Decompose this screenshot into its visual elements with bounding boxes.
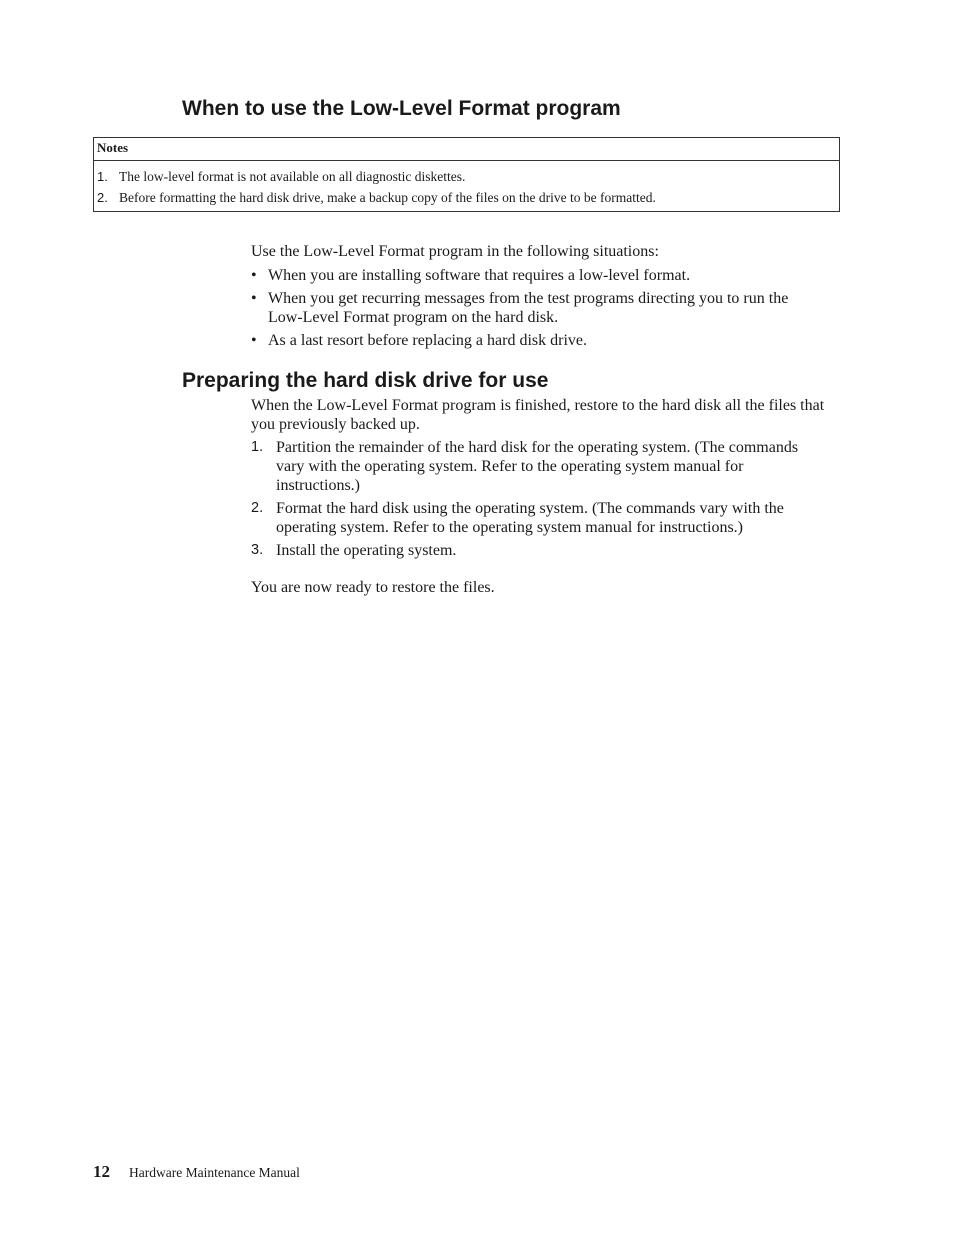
note-item <box>94 187 839 208</box>
notes-title: Notes <box>94 138 839 161</box>
step-number: 2. <box>251 500 264 516</box>
note-number: 1. <box>97 169 108 184</box>
step-number: 1. <box>251 439 264 455</box>
notes-box <box>93 137 840 212</box>
preparing-intro: When the Low-Level Format program is finished, restore to the hard disk all the files that you previously backed up. <box>251 397 825 433</box>
step-text: Partition the remainder of the hard disk for the operating system. (The commands vary with the operating system. Refer to the operating system manual for instructions.) <box>276 439 799 494</box>
section-heading-low-level-format: When to use the Low-Level Format program <box>182 97 621 120</box>
section-heading-preparing-drive: Preparing the hard disk drive for use <box>182 369 549 392</box>
note-text: The low-level format is not available on all diagnostic diskettes. <box>119 169 466 184</box>
bullet-item <box>251 266 826 285</box>
manual-title: Hardware Maintenance Manual <box>129 1165 300 1180</box>
bullet-marker: • <box>251 267 257 284</box>
situations-intro: Use the Low-Level Format program in the following situations: <box>251 243 659 260</box>
note-text: Before formatting the hard disk drive, make a backup copy of the files on the drive to be formatted. <box>119 190 656 205</box>
note-item <box>94 166 839 187</box>
note-number: 2. <box>97 190 108 205</box>
step-item <box>251 541 826 560</box>
step-text: Format the hard disk using the operating system. (The commands vary with the operating system. Refer to the operating system manual for instructions.) <box>276 500 784 536</box>
page-number: 12 <box>93 1162 110 1181</box>
step-item <box>251 438 826 495</box>
bullet-text: When you get recurring messages from the test programs directing you to run the Low-Level Format program on the hard disk. <box>268 290 789 326</box>
bullet-text: When you are installing software that requires a low-level format. <box>268 267 691 284</box>
bullet-marker: • <box>251 290 257 307</box>
step-number: 3. <box>251 542 264 558</box>
step-item <box>251 499 826 537</box>
step-text: Install the operating system. <box>276 542 457 559</box>
bullet-item <box>251 289 826 327</box>
bullet-item <box>251 331 826 350</box>
bullet-text: As a last resort before replacing a hard disk drive. <box>268 332 587 349</box>
bullet-marker: • <box>251 332 257 349</box>
closing-text: You are now ready to restore the files. <box>251 579 495 596</box>
notes-list <box>94 166 839 208</box>
